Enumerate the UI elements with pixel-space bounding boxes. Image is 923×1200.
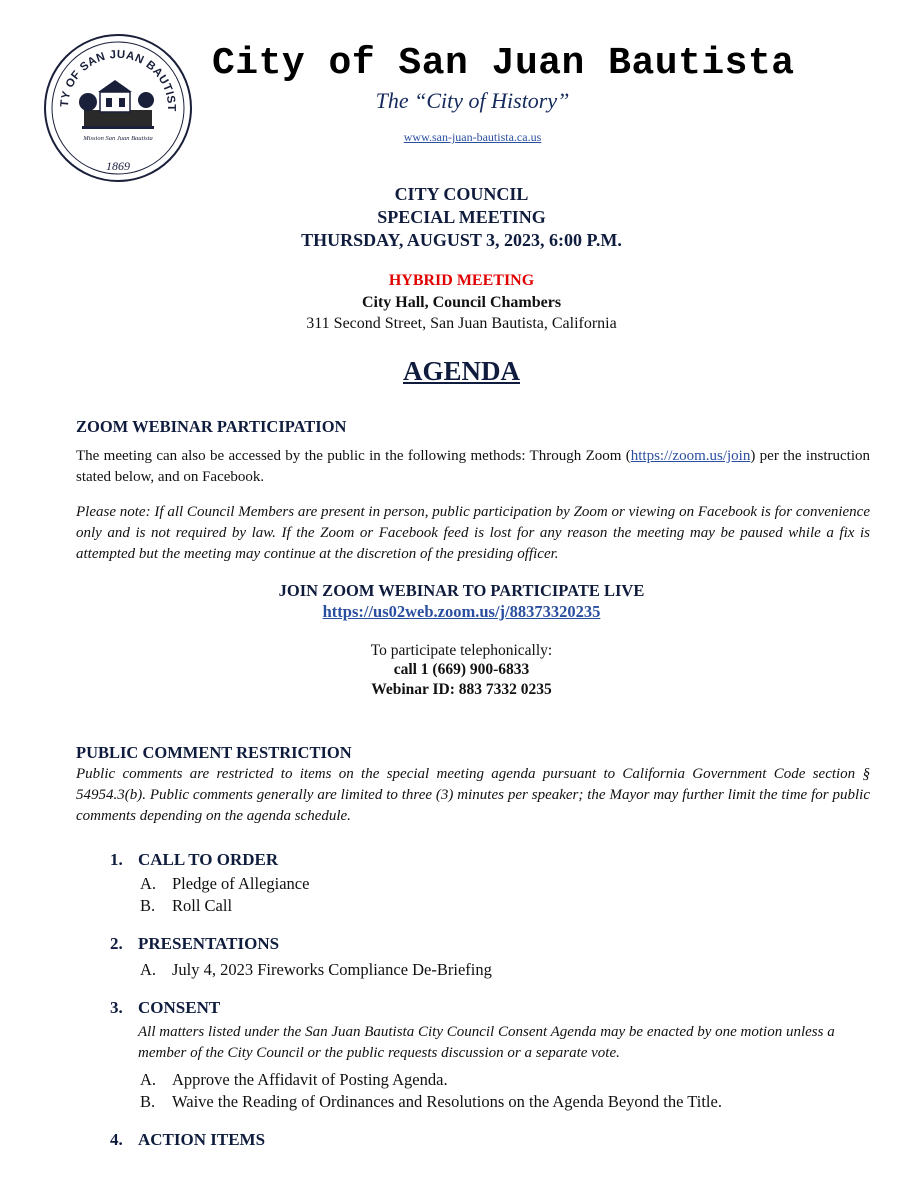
consent-note: All matters listed under the San Juan Bautista City Council Consent Agenda may be enacted by one motion unless a member of the City Council or the public requests discussion or a separate vote.	[138, 1024, 835, 1061]
subitem-pledge: Pledge of Allegiance	[172, 874, 310, 893]
zoom-intro-paragraph: The meeting can also be accessed by the public in the following methods: Through Zoom (https://zoom.us/join) per the instruction stated below, and on Facebook.	[76, 448, 870, 485]
item-number: 2.	[110, 934, 123, 953]
website-link[interactable]: www.san-juan-bautista.ca.us	[403, 130, 542, 144]
phone-number: call 1 (669) 900-6833	[393, 661, 530, 678]
subitem-waive-reading: Waive the Reading of Ordinances and Resolutions on the Agenda Beyond the Title.	[172, 1092, 722, 1111]
city-seal	[42, 32, 194, 184]
city-tagline: The “City of History”	[375, 88, 570, 113]
item-title-consent: CONSENT	[138, 998, 221, 1017]
item-number: 1.	[110, 850, 123, 869]
item-number: 4.	[110, 1130, 123, 1149]
item-title-call-to-order: CALL TO ORDER	[138, 850, 279, 869]
meeting-address: 311 Second Street, San Juan Bautista, California	[306, 315, 617, 332]
item-number: 3.	[110, 998, 123, 1017]
subitem-letter: A.	[140, 1070, 157, 1089]
zoom-section-heading: ZOOM WEBINAR PARTICIPATION	[76, 417, 347, 436]
join-webinar-heading: JOIN ZOOM WEBINAR TO PARTICIPATE LIVE	[278, 581, 645, 600]
subitem-fireworks: July 4, 2023 Fireworks Compliance De-Briefing	[172, 960, 492, 979]
subitem-letter: B.	[140, 1092, 156, 1111]
subitem-letter: A.	[140, 874, 157, 893]
public-comment-heading: PUBLIC COMMENT RESTRICTION	[76, 743, 352, 762]
item-title-action-items: ACTION ITEMS	[138, 1130, 266, 1149]
agenda-title: AGENDA	[402, 356, 520, 386]
item-title-presentations: PRESENTATIONS	[138, 934, 280, 953]
webinar-id: Webinar ID: 883 7332 0235	[371, 681, 552, 698]
meeting-type: SPECIAL MEETING	[377, 207, 546, 227]
zoom-join-link[interactable]: https://zoom.us/join	[630, 448, 751, 464]
meeting-body: CITY COUNCIL	[394, 184, 529, 204]
seal-year: 1869	[106, 159, 130, 173]
mission-illustration	[79, 80, 154, 129]
subitem-roll-call: Roll Call	[172, 896, 233, 915]
public-comment-text: Public comments are restricted to items on the special meeting agenda pursuant to California Government Code section § 54954.3(b). Public comments generally are limited to three (3) minutes per speaker; the Mayor may further limit the time for public comments depending on the agenda schedule.	[76, 766, 870, 824]
city-name: City of San Juan Bautista	[212, 42, 795, 85]
phone-intro: To participate telephonically:	[370, 642, 553, 659]
seal-caption: Mission San Juan Bautista	[83, 135, 153, 142]
subitem-letter: B.	[140, 896, 156, 915]
subitem-affidavit: Approve the Affidavit of Posting Agenda.	[172, 1070, 448, 1089]
webinar-link[interactable]: https://us02web.zoom.us/j/88373320235	[322, 602, 601, 621]
zoom-note: Please note: If all Council Members are present in person, public participation by Zoom or viewing on Facebook is for convenience only and is not required by law. If the Zoom or Facebook feed is lost for any reason the meeting may be paused while a fix is attempted but the meeting may continue at the discretion of the presiding officer.	[76, 504, 870, 562]
meeting-venue: City Hall, Council Chambers	[361, 294, 562, 311]
subitem-letter: A.	[140, 960, 157, 979]
meeting-datetime: THURSDAY, AUGUST 3, 2023, 6:00 P.M.	[301, 230, 622, 250]
meeting-format: HYBRID MEETING	[388, 272, 535, 289]
seal-top-text: TY OF SAN JUAN BAUTIST	[58, 48, 178, 111]
